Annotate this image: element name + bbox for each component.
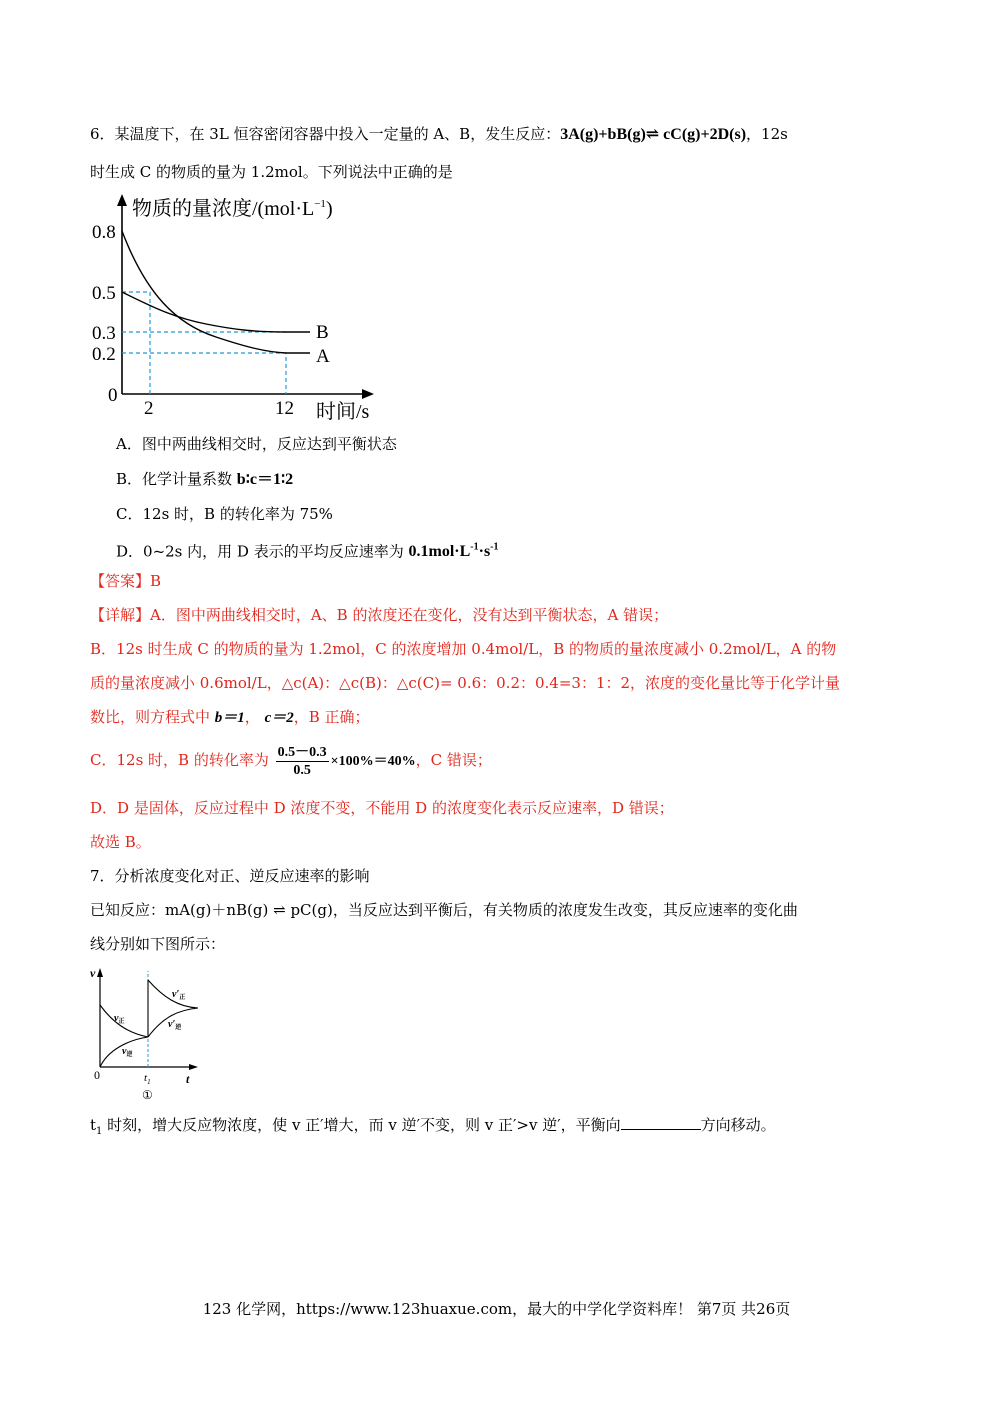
q7-stem-1: 已知反应：mA(g)＋nB(g) ⇌ pC(g)，当反应达到平衡后，有关物质的浓度发生改变，其反应速率的变化曲 (90, 901, 798, 919)
x-tick-label: 12 (275, 398, 294, 419)
option-a: A．图中两曲线相交时，反应达到平衡状态 (116, 435, 397, 453)
option-d-text: D．0~2s 内，用 D 表示的平均反应速率为 (116, 542, 409, 561)
y-tick-label: 0 (108, 385, 118, 406)
v-forward-label: $v_正$ (114, 1013, 125, 1025)
detail-line-3: 质的量浓度减小 0.6mol/L，△c(A)：△c(B)：△c(C)= 0.6：0.2：0.4=3：1：2，浓度的变化量比等于化学计量 (90, 674, 841, 692)
q7-final: $t_1$ 时刻，增大反应物浓度，使 v 正′增大，而 v 逆′不变，则 v 正′>v 逆′，平衡向 方向移动。 (90, 1116, 776, 1137)
detail-a-text: A．图中两曲线相交时，A、B 的浓度还在变化，没有达到平衡状态，A 错误； (150, 606, 669, 624)
option-b-text: B．化学计量系数 (116, 470, 237, 488)
v-axis-label: v (90, 966, 96, 980)
origin-label: 0 (94, 1068, 100, 1082)
caption-circle-1: ① (142, 1088, 153, 1102)
x-axis-arrow (362, 389, 374, 399)
v-reverse-label: $v_逆$ (122, 1046, 133, 1058)
page-footer: 123 化学网，https://www.123huaxue.com，最大的中学化学资料库！ 第7页 共26页 (202, 1300, 791, 1318)
answer-blank[interactable] (621, 1115, 701, 1130)
detail-head: 【详解】 (90, 606, 151, 624)
b-equals: b＝1 (214, 710, 245, 726)
rate-time-chart (88, 965, 208, 1105)
series-label-a: A (316, 346, 330, 367)
x-axis-label: 时间/s (316, 401, 370, 423)
y-tick-label: 0.3 (92, 323, 116, 344)
q6-stem-line2: 时生成 C 的物质的量为 1.2mol。下列说法中正确的是 (90, 163, 453, 181)
option-b (116, 469, 293, 490)
q6-stem-text: 6．某温度下，在 3L 恒容密闭容器中投入一定量的 A、B，发生反应： (90, 125, 561, 143)
q7-stem-2: 线分别如下图所示： (90, 935, 226, 953)
series-label-b: B (316, 322, 329, 343)
t-axis-label: t (186, 1072, 190, 1086)
v-forward2-label: $v'_正$ (172, 989, 186, 1001)
t1-label: $t_1$ (144, 1072, 151, 1086)
detail-line-2: B．12s 时生成 C 的物质的量为 1.2mol，C 的浓度增加 0.4mol/L，B 的物质的量浓度减小 0.2mol/L，A 的物 (90, 640, 837, 658)
q6-equation: 3A(g)+bB(g)⇌ cC(g)+2D(s) (560, 126, 747, 143)
q6-stem-end: ，12s (746, 125, 788, 143)
detail-line-7: 故选 B。 (90, 833, 151, 851)
y-tick-label: 0.2 (92, 344, 116, 365)
option-c: C．12s 时，B 的转化率为 75% (116, 505, 333, 523)
answer: 【答案】B (90, 572, 162, 590)
option-b-math: b∶c＝1∶2 (236, 471, 294, 488)
curve-b (122, 292, 310, 332)
conversion-result: ×100%＝40% (330, 754, 416, 769)
conversion-fraction: $\frac{0.5-0.3}{0.5}$ (277, 744, 327, 778)
concentration-time-chart (86, 194, 396, 426)
y-tick-label: 0.8 (92, 222, 116, 243)
option-d (116, 538, 499, 562)
x-tick-label: 2 (144, 398, 154, 419)
detail-line-5: C．12s 时，B 的转化率为 $\frac{0.5-0.3}{0.5}$ ×100%＝40%，C 错误； (90, 744, 492, 778)
q7-title: 7．分析浓度变化对正、逆反应速率的影响 (90, 867, 370, 885)
c-equals: c＝2 (264, 710, 294, 726)
option-d-math: $0.1mol\cdot L^{-1}\cdot s^{-1}$ (408, 542, 499, 561)
q6-stem-line1 (90, 124, 788, 145)
detail-line-4: 数比，则方程式中 b＝1， c＝2，B 正确； (90, 708, 370, 726)
y-tick-label: 0.5 (92, 283, 116, 304)
detail-line-1 (90, 605, 668, 625)
detail-line-6: D．D 是固体，反应过程中 D 浓度不变，不能用 D 的浓度变化表示反应速率，D 错误； (90, 799, 674, 817)
y-axis-label: 物质的量浓度$/(mol\cdot L^{-1})$ (132, 198, 333, 220)
v-axis-arrow (97, 968, 103, 977)
t-axis-arrow (189, 1064, 198, 1070)
guide-line (122, 292, 150, 394)
y-axis-arrow (117, 194, 127, 206)
v-reverse2-label: $v'_逆$ (168, 1019, 182, 1031)
guide-line (122, 353, 286, 394)
